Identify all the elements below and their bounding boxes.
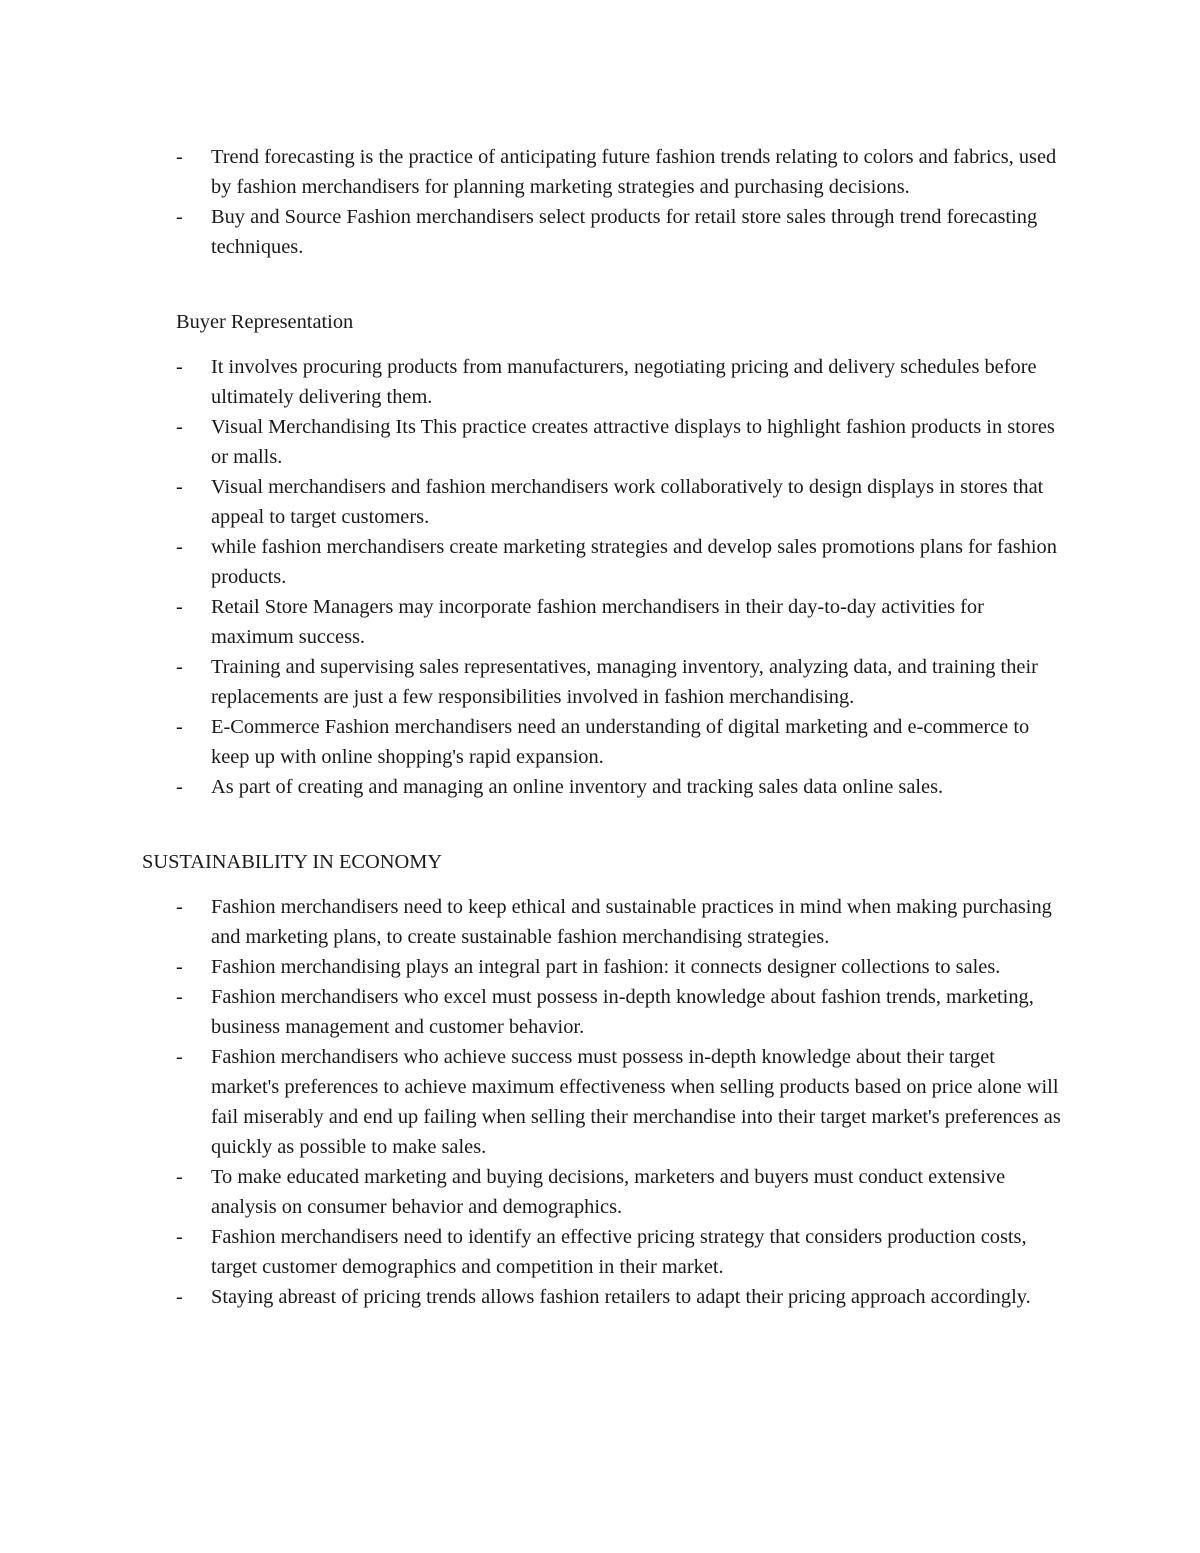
- list-item: - Fashion merchandisers need to identify an effective pricing strategy that considers production costs, target customer demographics and competition in their market.: [176, 1222, 1066, 1282]
- list-item: - Visual Merchandising Its This practice creates attractive displays to highlight fashion products in stores or malls.: [176, 412, 1066, 472]
- list-item: - As part of creating and managing an online inventory and tracking sales data online sales.: [176, 772, 1066, 802]
- list-item: - while fashion merchandisers create marketing strategies and develop sales promotions plans for fashion products.: [176, 532, 1066, 592]
- list-item: - Trend forecasting is the practice of anticipating future fashion trends relating to colors and fabrics, used by fashion merchandisers for planning marketing strategies and purchasing decisions.: [176, 142, 1066, 202]
- list-item: - Visual merchandisers and fashion merchandisers work collaboratively to design displays in stores that appeal to target customers.: [176, 472, 1066, 532]
- intro-list: [176, 142, 1066, 262]
- list-item: - Retail Store Managers may incorporate fashion merchandisers in their day-to-day activities for maximum success.: [176, 592, 1066, 652]
- sustainability-list: [176, 892, 1066, 1312]
- buyer-representation-list: [176, 352, 1066, 802]
- list-item: - Staying abreast of pricing trends allows fashion retailers to adapt their pricing approach accordingly.: [176, 1282, 1066, 1312]
- section-heading-buyer-representation: Buyer Representation: [176, 311, 354, 333]
- list-item: - To make educated marketing and buying decisions, marketers and buyers must conduct extensive analysis on consumer behavior and demographics.: [176, 1162, 1066, 1222]
- list-item: - Training and supervising sales representatives, managing inventory, analyzing data, and training their replacements are just a few responsibilities involved in fashion merchandising.: [176, 652, 1066, 712]
- section-heading-sustainability: SUSTAINABILITY IN ECONOMY: [142, 851, 443, 873]
- list-item: - E-Commerce Fashion merchandisers need an understanding of digital marketing and e-commerce to keep up with online shopping's rapid expansion.: [176, 712, 1066, 772]
- list-item: - Buy and Source Fashion merchandisers select products for retail store sales through trend forecasting techniques.: [176, 202, 1066, 262]
- list-item: - Fashion merchandisers need to keep ethical and sustainable practices in mind when making purchasing and marketing plans, to create sustainable fashion merchandising strategies.: [176, 892, 1066, 952]
- list-item: - Fashion merchandisers who excel must possess in-depth knowledge about fashion trends, marketing, business management and customer behavior.: [176, 982, 1066, 1042]
- list-item: - It involves procuring products from manufacturers, negotiating pricing and delivery schedules before ultimately delivering them.: [176, 352, 1066, 412]
- list-item: - Fashion merchandising plays an integral part in fashion: it connects designer collections to sales.: [176, 952, 1066, 982]
- list-item: - Fashion merchandisers who achieve success must possess in-depth knowledge about their target market's preferences to achieve maximum effectiveness when selling products based on price alone will fail miserably and end up failing when selling their merchandise into their target market's preferences as quickly as possible to make sales.: [176, 1042, 1066, 1162]
